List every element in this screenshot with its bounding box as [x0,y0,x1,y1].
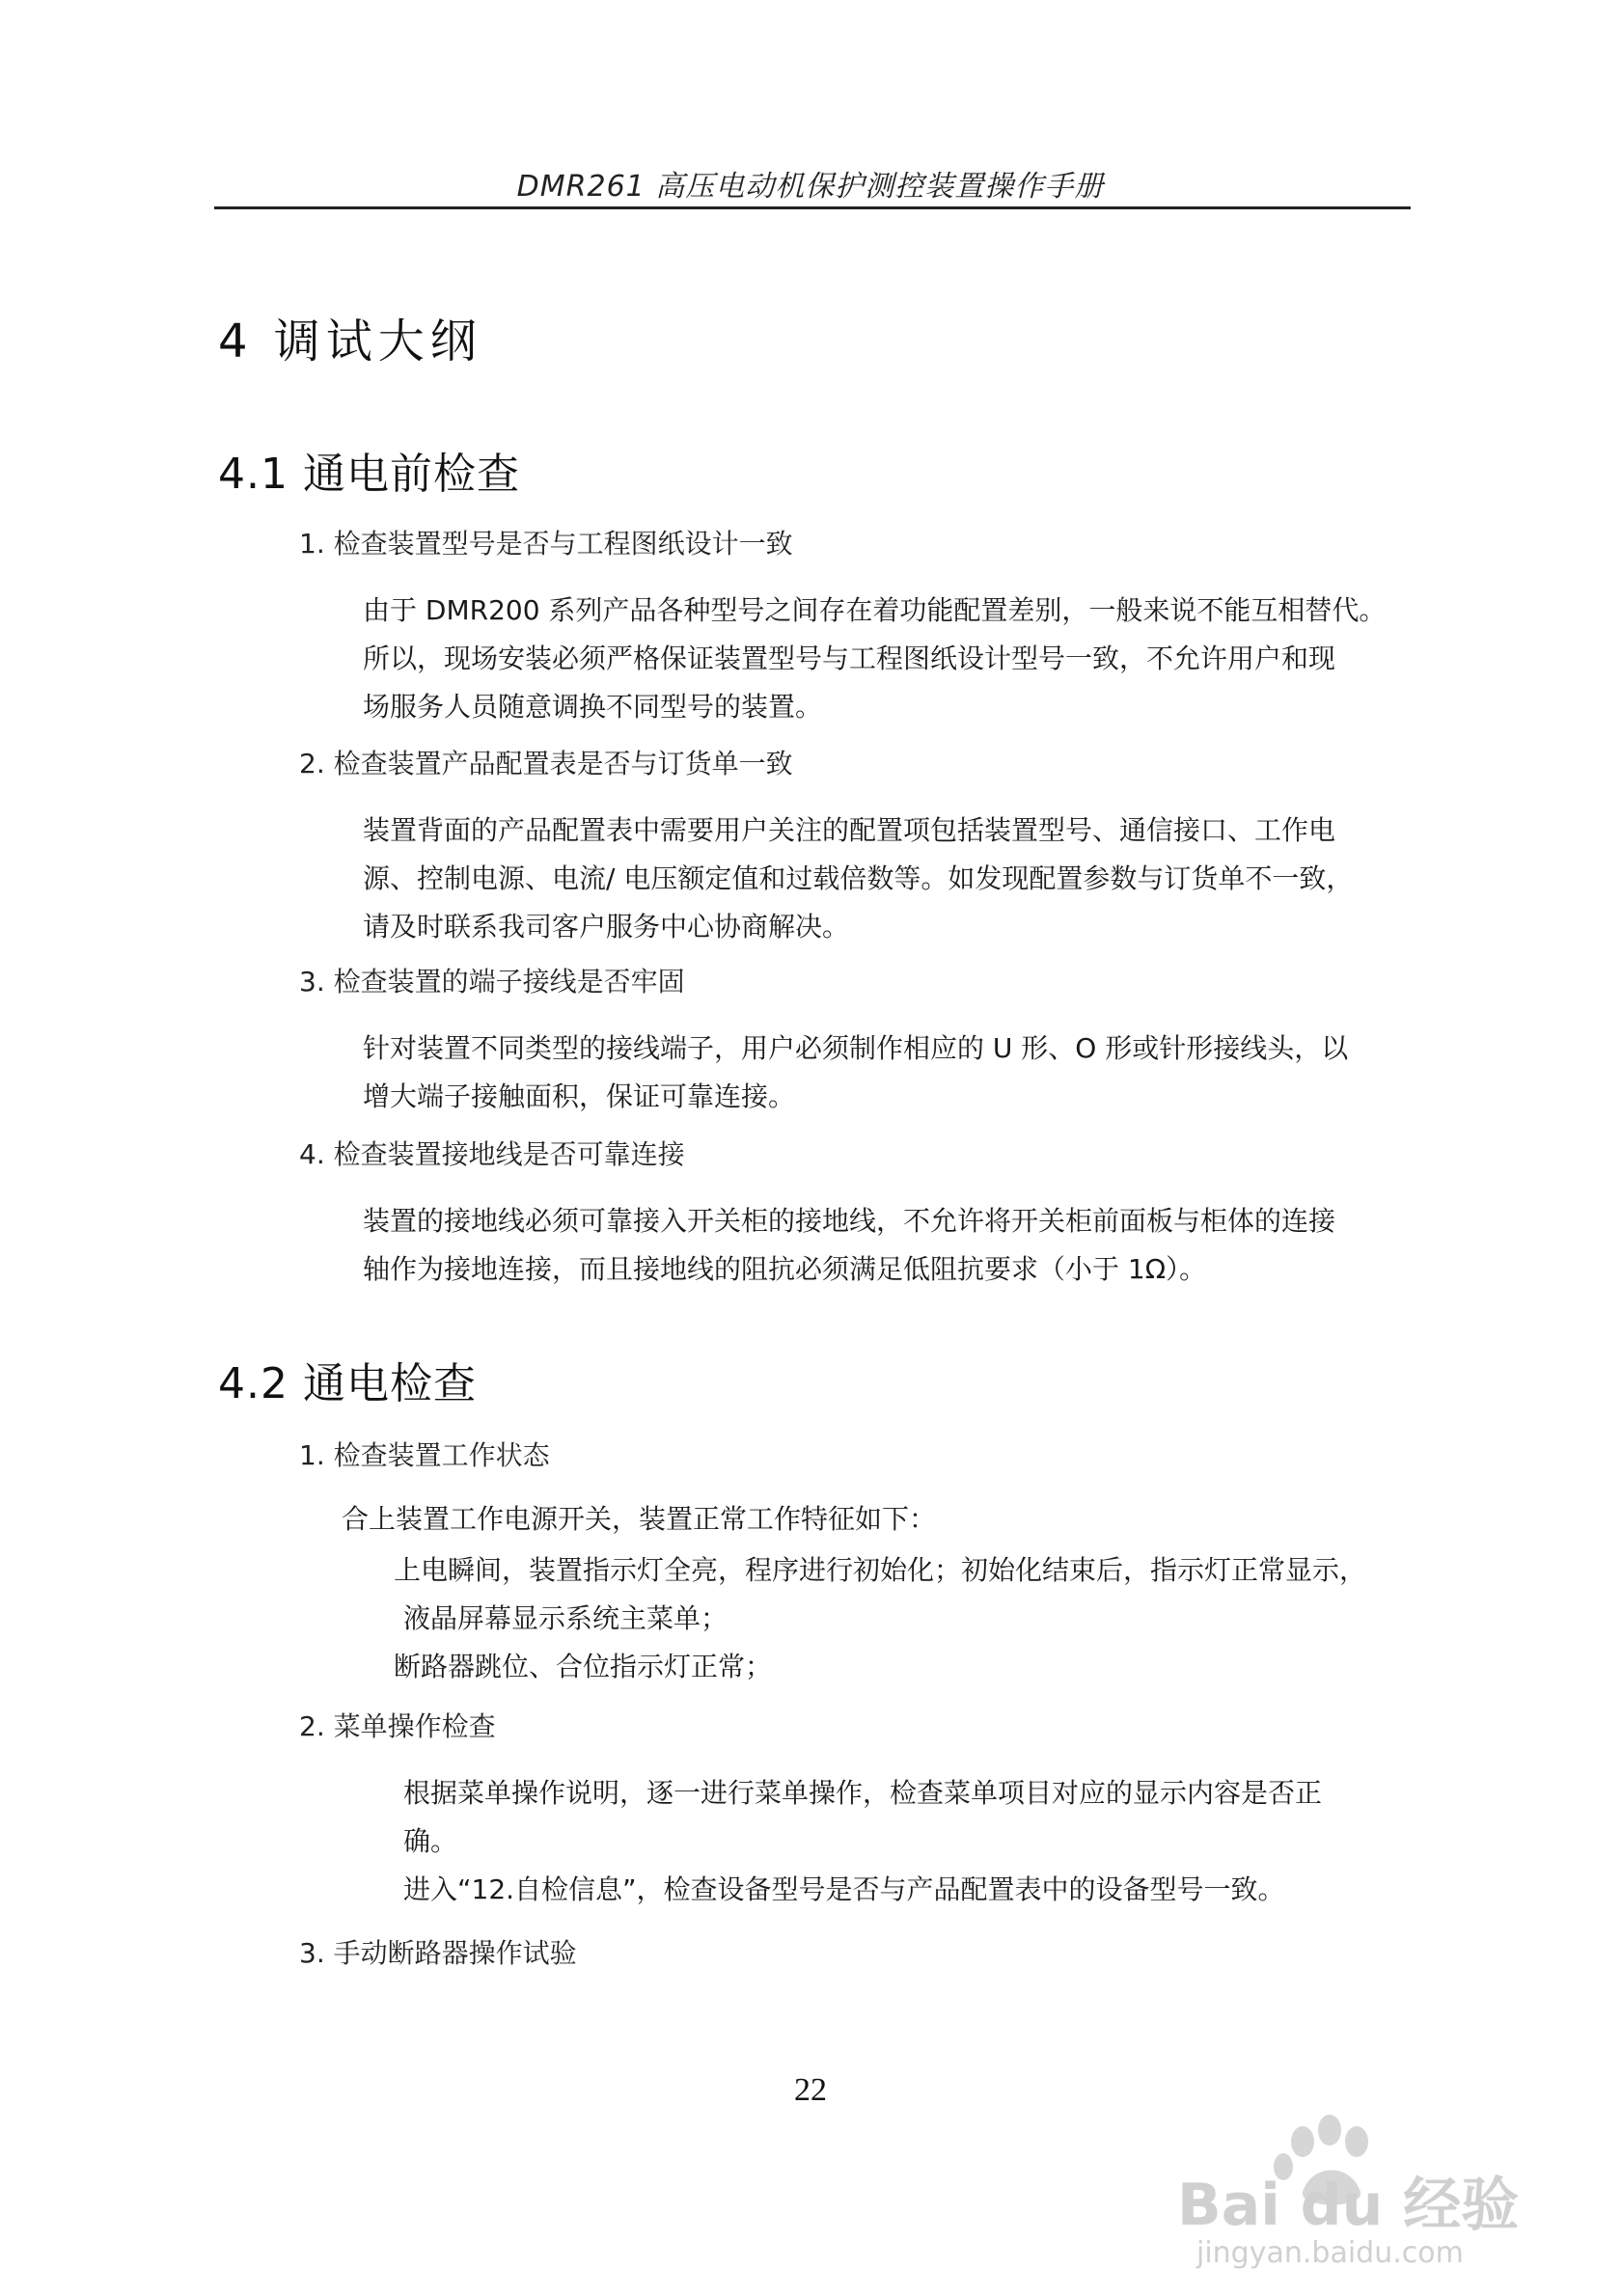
text-line: 所以，现场安装必须严格保证装置型号与工程图纸设计型号一致，不允许用户和现 [363,642,1336,674]
checklist-item-7-label: 3. 手动断路器操作试验 [299,1937,577,1969]
text-line: 确。 [403,1825,458,1857]
checklist-item-1-label: 1. 检查装置型号是否与工程图纸设计一致 [299,528,793,560]
watermark-url: jingyan.baidu.com [1196,2236,1464,2270]
section-title-4-1: 4.1 通电前检查 [218,450,520,499]
page-number: 22 [794,2072,827,2108]
text-line: 针对装置不同类型的接线端子，用户必须制作相应的 U 形、O 形或针形接线头，以 [363,1032,1349,1064]
text-line: 轴作为接地连接，而且接地线的阻抗必须满足低阻抗要求（小于 1Ω）。 [363,1253,1207,1285]
text-line: 液晶屏幕显示系统主菜单； [403,1602,728,1634]
text-line: 断路器跳位、合位指示灯正常； [394,1651,773,1682]
text-line: 场服务人员随意调换不同型号的装置。 [363,691,823,723]
checklist-item-5-text [394,1546,1366,1691]
checklist-item-4-label: 4. 检查装置接地线是否可靠连接 [299,1138,685,1170]
chapter-title: 4 调试大纲 [218,314,482,369]
manual-header-title: DMR261 高压电动机保护测控装置操作手册 [516,170,1105,204]
watermark-brand: Bai du 经验 [1177,2172,1520,2239]
text-line: 装置背面的产品配置表中需要用户关注的配置项包括装置型号、通信接口、工作电 [363,814,1336,846]
text-line: 上电瞬间，装置指示灯全亮，程序进行初始化；初始化结束后，指示灯正常显示， [394,1554,1367,1586]
text-line: 由于 DMR200 系列产品各种型号之间存在着功能配置差别，一般来说不能互相替代。 [363,594,1387,626]
text-line: 请及时联系我司客户服务中心协商解决。 [363,911,850,943]
text-line: 根据菜单操作说明，逐一进行菜单操作，检查菜单项目对应的显示内容是否正 [403,1777,1323,1809]
text-line: 装置的接地线必须可靠接入开关柜的接地线，不允许将开关柜前面板与柜体的连接 [363,1205,1336,1237]
checklist-item-2-text [363,806,1353,951]
section-title-4-2: 4.2 通电检查 [218,1359,477,1408]
text-line: 源、控制电源、电流/ 电压额定值和过载倍数等。如发现配置参数与订货单不一致， [363,862,1354,894]
text-line: 进入“12.自检信息”，检查设备型号是否与产品配置表中的设备型号一致。 [403,1873,1285,1905]
checklist-item-1-text [363,587,1386,731]
checklist-item-4-text [363,1197,1335,1294]
checklist-item-6-label: 2. 菜单操作检查 [299,1710,496,1742]
checklist-item-6-text [403,1769,1322,1914]
header-divider [214,206,1411,209]
checklist-item-3-text [363,1025,1348,1121]
baidu-jingyan-watermark [1158,2103,1544,2277]
checklist-item-5-label: 1. 检查装置工作状态 [299,1439,550,1471]
checklist-item-3-label: 3. 检查装置的端子接线是否牢固 [299,966,685,998]
text-line: 增大端子接触面积，保证可靠连接。 [363,1080,796,1112]
checklist-item-2-label: 2. 检查装置产品配置表是否与订货单一致 [299,748,793,779]
checklist-item-5-intro: 合上装置工作电源开关，装置正常工作特征如下： [342,1503,937,1535]
